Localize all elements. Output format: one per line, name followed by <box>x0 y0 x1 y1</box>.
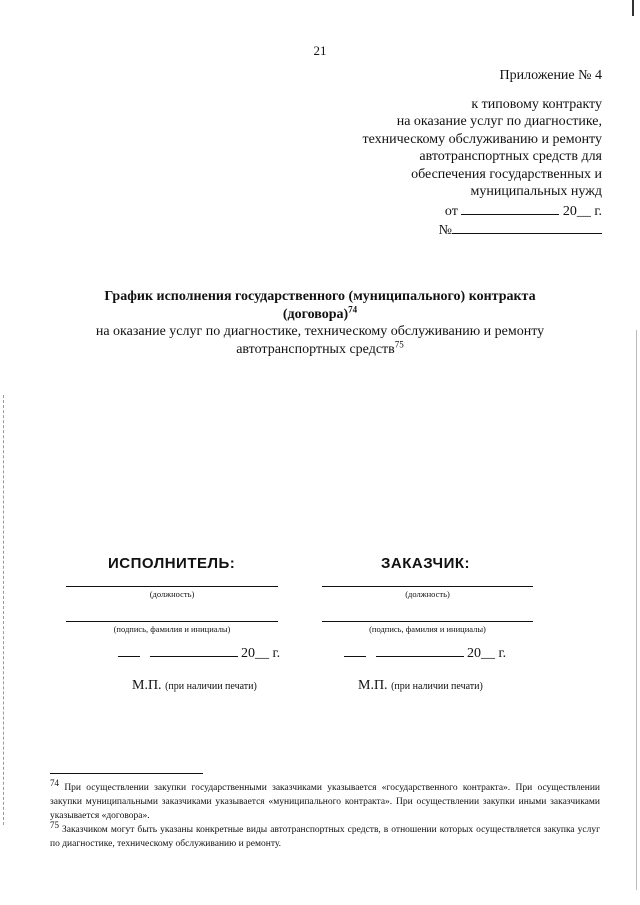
day-blank <box>344 643 366 657</box>
month-blank <box>376 643 464 657</box>
executor-signature-line <box>66 621 278 622</box>
executor-position-line <box>66 586 278 587</box>
title-line-1: График исполнения государственного (муниципального) контракта <box>104 289 536 304</box>
appendix-line: обеспечения государственных и <box>411 166 602 182</box>
appendix-header <box>302 67 602 240</box>
appendix-number-row <box>302 220 602 240</box>
scan-edge-right <box>636 330 637 890</box>
executor-date-row <box>118 643 280 662</box>
executor-seal <box>132 678 257 694</box>
appendix-line: муниципальных нужд <box>470 184 602 199</box>
appendix-line: техническому обслуживанию и ремонту <box>362 131 602 147</box>
date-prefix: от <box>444 203 458 219</box>
title-line-2 <box>60 303 580 324</box>
title-line-2-text: (договора) <box>282 306 349 322</box>
executor-signature-caption: (подпись, фамилия и инициалы) <box>113 624 231 634</box>
number-blank <box>452 220 602 234</box>
title-line-4 <box>60 338 580 359</box>
footnote-75-text: Заказчиком могут быть указаны конкретные виды автотранспортных средств, в отношении которых осуществляется закупка услуг по диагностике, техническому обслуживанию и ремонту. <box>50 825 600 849</box>
footnote-74-text: При осуществлении закупки государственными заказчиками указывается «государственного контракта». При осуществлении закупки муниципальными заказчиками указывается «муниципального контракта». При осуществлении закупки иными заказчиками указывается «договора». <box>50 783 601 821</box>
customer-date-year: 20__ г. <box>467 646 507 661</box>
appendix-title: Приложение № 4 <box>499 68 602 83</box>
title-line-3: на оказание услуг по диагностике, техническому обслуживанию и ремонту <box>95 324 545 339</box>
footnotes <box>50 777 601 851</box>
executor-date-year: 20__ г. <box>241 646 281 661</box>
executor-seal-note: (при наличии печати) <box>165 681 257 692</box>
customer-position-line <box>322 586 533 587</box>
footnote-rule <box>50 773 203 774</box>
number-prefix: № <box>438 223 452 238</box>
customer-seal <box>358 678 483 694</box>
date-blank <box>461 201 559 215</box>
footnote-74-ref: 74 <box>50 777 59 788</box>
month-blank <box>150 643 238 657</box>
executor-seal-label: М.П. <box>132 678 162 693</box>
appendix-line: автотранспортных средств для <box>419 149 602 164</box>
appendix-line: к типовому контракту <box>471 96 602 112</box>
date-year: 20__ г. <box>562 203 602 219</box>
scan-edge-marks <box>3 395 5 825</box>
executor-heading: ИСПОЛНИТЕЛЬ: <box>108 555 236 572</box>
customer-seal-label: М.П. <box>358 678 388 693</box>
footnote-75-ref: 75 <box>50 819 59 830</box>
footnote-75 <box>50 819 600 851</box>
footnote-74 <box>50 777 601 823</box>
customer-signature-caption: (подпись, фамилия и инициалы) <box>369 624 486 634</box>
footnote-ref-74: 74 <box>348 303 358 314</box>
customer-seal-note: (при наличии печати) <box>391 681 483 692</box>
scan-corner-mark <box>632 0 634 16</box>
title-line-4-text: автотранспортных средств <box>236 341 395 357</box>
page-number: 21 <box>313 43 327 58</box>
executor-position-caption: (должность) <box>149 589 195 599</box>
appendix-date-row <box>302 201 602 221</box>
customer-date-row <box>344 643 506 662</box>
customer-signature-line <box>322 621 533 622</box>
customer-heading: ЗАКАЗЧИК: <box>381 555 471 572</box>
footnote-ref-75: 75 <box>394 338 404 349</box>
appendix-line: на оказание услуг по диагностике, <box>396 114 602 129</box>
document-title <box>60 288 580 358</box>
day-blank <box>118 643 140 657</box>
customer-position-caption: (должность) <box>405 589 450 599</box>
